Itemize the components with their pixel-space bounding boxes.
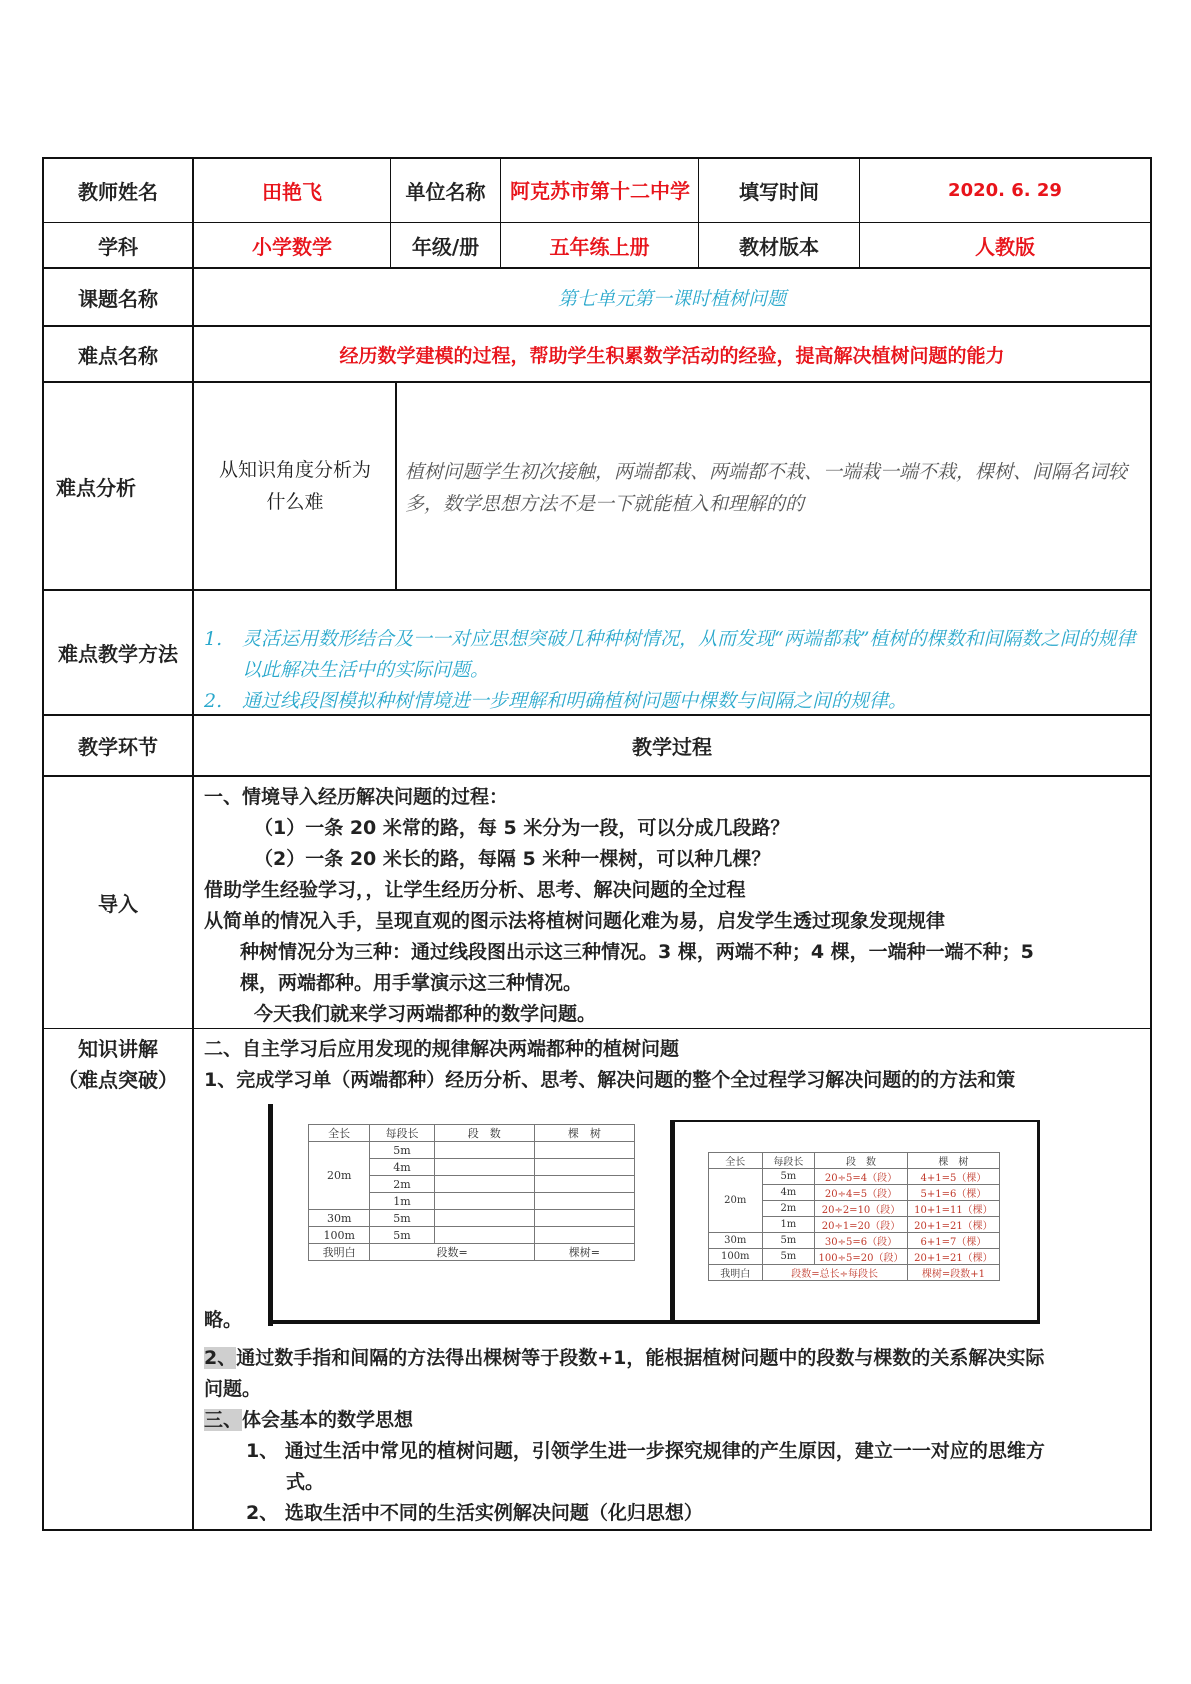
knowledge-line-4 xyxy=(204,1343,1148,1374)
knowledge-line-6-num: 三、 xyxy=(204,1409,243,1431)
knowledge-line-4-num: 2、 xyxy=(204,1347,237,1369)
ws2-cell: 5+1=6（棵） xyxy=(907,1185,999,1201)
ws2-cell: 2m xyxy=(762,1201,815,1217)
knowledge-line-6 xyxy=(204,1405,413,1436)
ws1-cell xyxy=(434,1210,534,1227)
table-row xyxy=(709,1249,1000,1265)
ws2-cell: 5m xyxy=(762,1169,815,1185)
knowledge-line-1: 二、自主学习后应用发现的规律解决两端都种的植树问题 xyxy=(204,1038,680,1060)
ws1-cell: 100m xyxy=(309,1227,370,1244)
knowledge-line-5: 问题。 xyxy=(204,1378,262,1400)
ws2-footer-trees: 棵树=段数+1 xyxy=(907,1265,999,1281)
method-label: 难点教学方法 xyxy=(58,642,178,666)
ws2-cell: 20m xyxy=(709,1169,763,1233)
ws2-footer-label: 我明白 xyxy=(709,1265,763,1281)
ws2-cell: 20+1=21（棵） xyxy=(907,1217,999,1233)
ws1-cell: 5m xyxy=(370,1227,434,1244)
ws1-cell xyxy=(534,1176,634,1193)
intro-line-8: 今天我们就来学习两端都种的数学问题。 xyxy=(254,1003,597,1025)
knowledge-line-6-text: 体会基本的数学思想 xyxy=(242,1409,414,1431)
table-row xyxy=(709,1233,1000,1249)
difficulty-label: 难点名称 xyxy=(78,343,158,368)
process-label: 教学环节 xyxy=(78,735,158,759)
ws1-cell: 30m xyxy=(309,1210,370,1227)
intro-line-5: 从简单的情况入手，呈现直观的图示法将植树问题化难为易，启发学生透过现象发现规律 xyxy=(204,910,946,932)
ws1-cell xyxy=(534,1193,634,1210)
ws2-cell: 20÷5=4（段） xyxy=(815,1169,908,1185)
ws1-cell: 1m xyxy=(370,1193,434,1210)
ws1-cell xyxy=(534,1227,634,1244)
knowledge-line-8: 式。 xyxy=(286,1471,325,1493)
worksheet-filled xyxy=(708,1152,1000,1281)
knowledge-line-9: 2、 选取生活中不同的生活实例解决问题（化归思想） xyxy=(246,1502,703,1524)
grade-label: 年级/册 xyxy=(411,234,480,259)
method-item-1 xyxy=(204,624,1144,686)
worksheet-blank xyxy=(308,1124,635,1261)
table-row xyxy=(309,1244,635,1261)
teacher-value: 田艳飞 xyxy=(262,180,322,204)
ws2-cell: 20+1=21（棵） xyxy=(907,1249,999,1265)
knowledge-label-1: 知识讲解 xyxy=(78,1037,158,1061)
ws1-header-segments: 段 数 xyxy=(434,1125,534,1142)
ws2-cell: 1m xyxy=(762,1217,815,1233)
analysis-text: 植树问题学生初次接触，两端都栽、两端都不栽、一端栽一端不栽，棵树、间隔名词较多，数学思想方法不是一下就能植入和理解的的 xyxy=(405,461,1128,515)
subject-value: 小学数学 xyxy=(252,234,332,259)
table-row xyxy=(709,1265,1000,1281)
ws2-cell: 10+1=11（棵） xyxy=(907,1201,999,1217)
ws2-cell: 30m xyxy=(709,1233,763,1249)
intro-line-4: 借助学生经验学习，，让学生经历分析、思考、解决问题的全过程 xyxy=(204,879,746,901)
intro-line-2: （1）一条 20 米常的路，每 5 米分为一段，可以分成几段路？ xyxy=(254,817,790,839)
edition-label: 教材版本 xyxy=(739,234,819,259)
table-row xyxy=(309,1227,635,1244)
method-list xyxy=(204,624,1144,717)
ws2-cell: 4m xyxy=(762,1185,815,1201)
topic-value: 第七单元第一课时植树问题 xyxy=(557,287,786,310)
date-label: 填写时间 xyxy=(739,180,819,204)
method-item-1-text: 灵活运用数形结合及一一对应思想突破几种种树情况，从而发现“两端都栽”植树的棵数和间隔数之间的规律以此解决生活中的实际问题。 xyxy=(242,628,1136,681)
topic-label: 课题名称 xyxy=(78,286,158,311)
ws1-header-total: 全长 xyxy=(309,1125,370,1142)
edition-value: 人教版 xyxy=(975,234,1035,259)
ws1-cell xyxy=(434,1159,534,1176)
unit-label: 单位名称 xyxy=(405,180,486,204)
intro-line-7: 棵，两端都种。用手掌演示这三种情况。 xyxy=(240,972,583,994)
difficulty-value: 经历数学建模的过程，帮助学生积累数学活动的经验，提高解决植树问题的能力 xyxy=(339,344,1005,367)
ws1-header-trees: 棵 树 xyxy=(534,1125,634,1142)
ws2-cell: 100m xyxy=(709,1249,763,1265)
intro-line-3: （2）一条 20 米长的路，每隔 5 米种一棵树，可以种几棵？ xyxy=(254,848,771,870)
intro-label: 导入 xyxy=(98,892,138,916)
ws1-footer-label: 我明白 xyxy=(309,1244,370,1261)
ws1-cell: 20m xyxy=(309,1142,370,1210)
method-item-2-num: 2. xyxy=(204,690,223,712)
table-row xyxy=(309,1210,635,1227)
knowledge-label-2: （难点突破） xyxy=(58,1068,178,1092)
intro-line-6: 种树情况分为三种：通过线段图出示这三种情况。3 棵，两端不种；4 棵，一端种一端不种；5 xyxy=(240,941,1034,963)
ws1-footer-segments: 段数= xyxy=(370,1244,534,1261)
ws2-header-total: 全长 xyxy=(709,1153,763,1169)
ws2-cell: 20÷1=20（段） xyxy=(815,1217,908,1233)
method-item-2 xyxy=(204,686,1144,717)
knowledge-label xyxy=(44,1034,192,1096)
ws1-cell: 2m xyxy=(370,1176,434,1193)
ws2-cell: 30÷5=6（段） xyxy=(815,1233,908,1249)
knowledge-line-7: 1、 通过生活中常见的植树问题，引领学生进一步探究规律的产生原因，建立一一对应的思维方 xyxy=(246,1440,1045,1462)
ws2-cell: 6+1=7（棵） xyxy=(907,1233,999,1249)
ws1-cell xyxy=(534,1210,634,1227)
knowledge-line-3: 略。 xyxy=(204,1309,243,1331)
ws1-header-segment-length: 每段长 xyxy=(370,1125,434,1142)
ws2-footer-segments: 段数=总长÷每段长 xyxy=(762,1265,907,1281)
ws2-cell: 100÷5=20（段） xyxy=(815,1249,908,1265)
ws2-header-segment-length: 每段长 xyxy=(762,1153,815,1169)
knowledge-line-4-text: 通过数手指和间隔的方法得出棵树等于段数+1，能根据植树问题中的段数与棵数的关系解决实际 xyxy=(236,1347,1045,1369)
ws2-cell: 5m xyxy=(762,1233,815,1249)
ws1-cell: 5m xyxy=(370,1142,434,1159)
method-item-2-text: 通过线段图模拟种树情境进一步理解和明确植树问题中棵数与间隔之间的规律。 xyxy=(242,690,908,712)
ws1-cell xyxy=(534,1142,634,1159)
ws2-cell: 20÷2=10（段） xyxy=(815,1201,908,1217)
analysis-label: 难点分析 xyxy=(56,475,136,500)
ws1-cell xyxy=(434,1227,534,1244)
process-value: 教学过程 xyxy=(632,735,712,759)
knowledge-line-2: 1、完成学习单（两端都种）经历分析、思考、解决问题的整个全过程学习解决问题的的方法和策 xyxy=(204,1069,1016,1091)
ws1-cell: 5m xyxy=(370,1210,434,1227)
teacher-label: 教师姓名 xyxy=(78,180,158,204)
table-row xyxy=(309,1142,635,1159)
intro-content xyxy=(204,782,1144,1030)
ws1-cell xyxy=(534,1159,634,1176)
ws2-cell: 5m xyxy=(762,1249,815,1265)
ws1-footer-trees: 棵树= xyxy=(534,1244,634,1261)
method-item-1-num: 1. xyxy=(204,628,223,650)
ws1-cell: 4m xyxy=(370,1159,434,1176)
ws1-cell xyxy=(434,1176,534,1193)
ws2-cell: 4+1=5（棵） xyxy=(907,1169,999,1185)
subject-label: 学科 xyxy=(98,234,138,259)
grade-value: 五年练上册 xyxy=(549,234,650,259)
intro-line-1: 一、情境导入经历解决问题的过程： xyxy=(204,786,509,808)
ws1-cell xyxy=(434,1193,534,1210)
date-value: 2020. 6. 29 xyxy=(948,180,1062,201)
analysis-sub-label: 从知识角度分析为什么难 xyxy=(218,459,371,513)
ws2-header-segments: 段 数 xyxy=(815,1153,908,1169)
ws1-cell xyxy=(434,1142,534,1159)
table-row xyxy=(709,1169,1000,1185)
ws2-cell: 20÷4=5（段） xyxy=(815,1185,908,1201)
unit-value: 阿克苏市第十二中学 xyxy=(510,178,690,203)
ws2-header-trees: 棵 树 xyxy=(907,1153,999,1169)
